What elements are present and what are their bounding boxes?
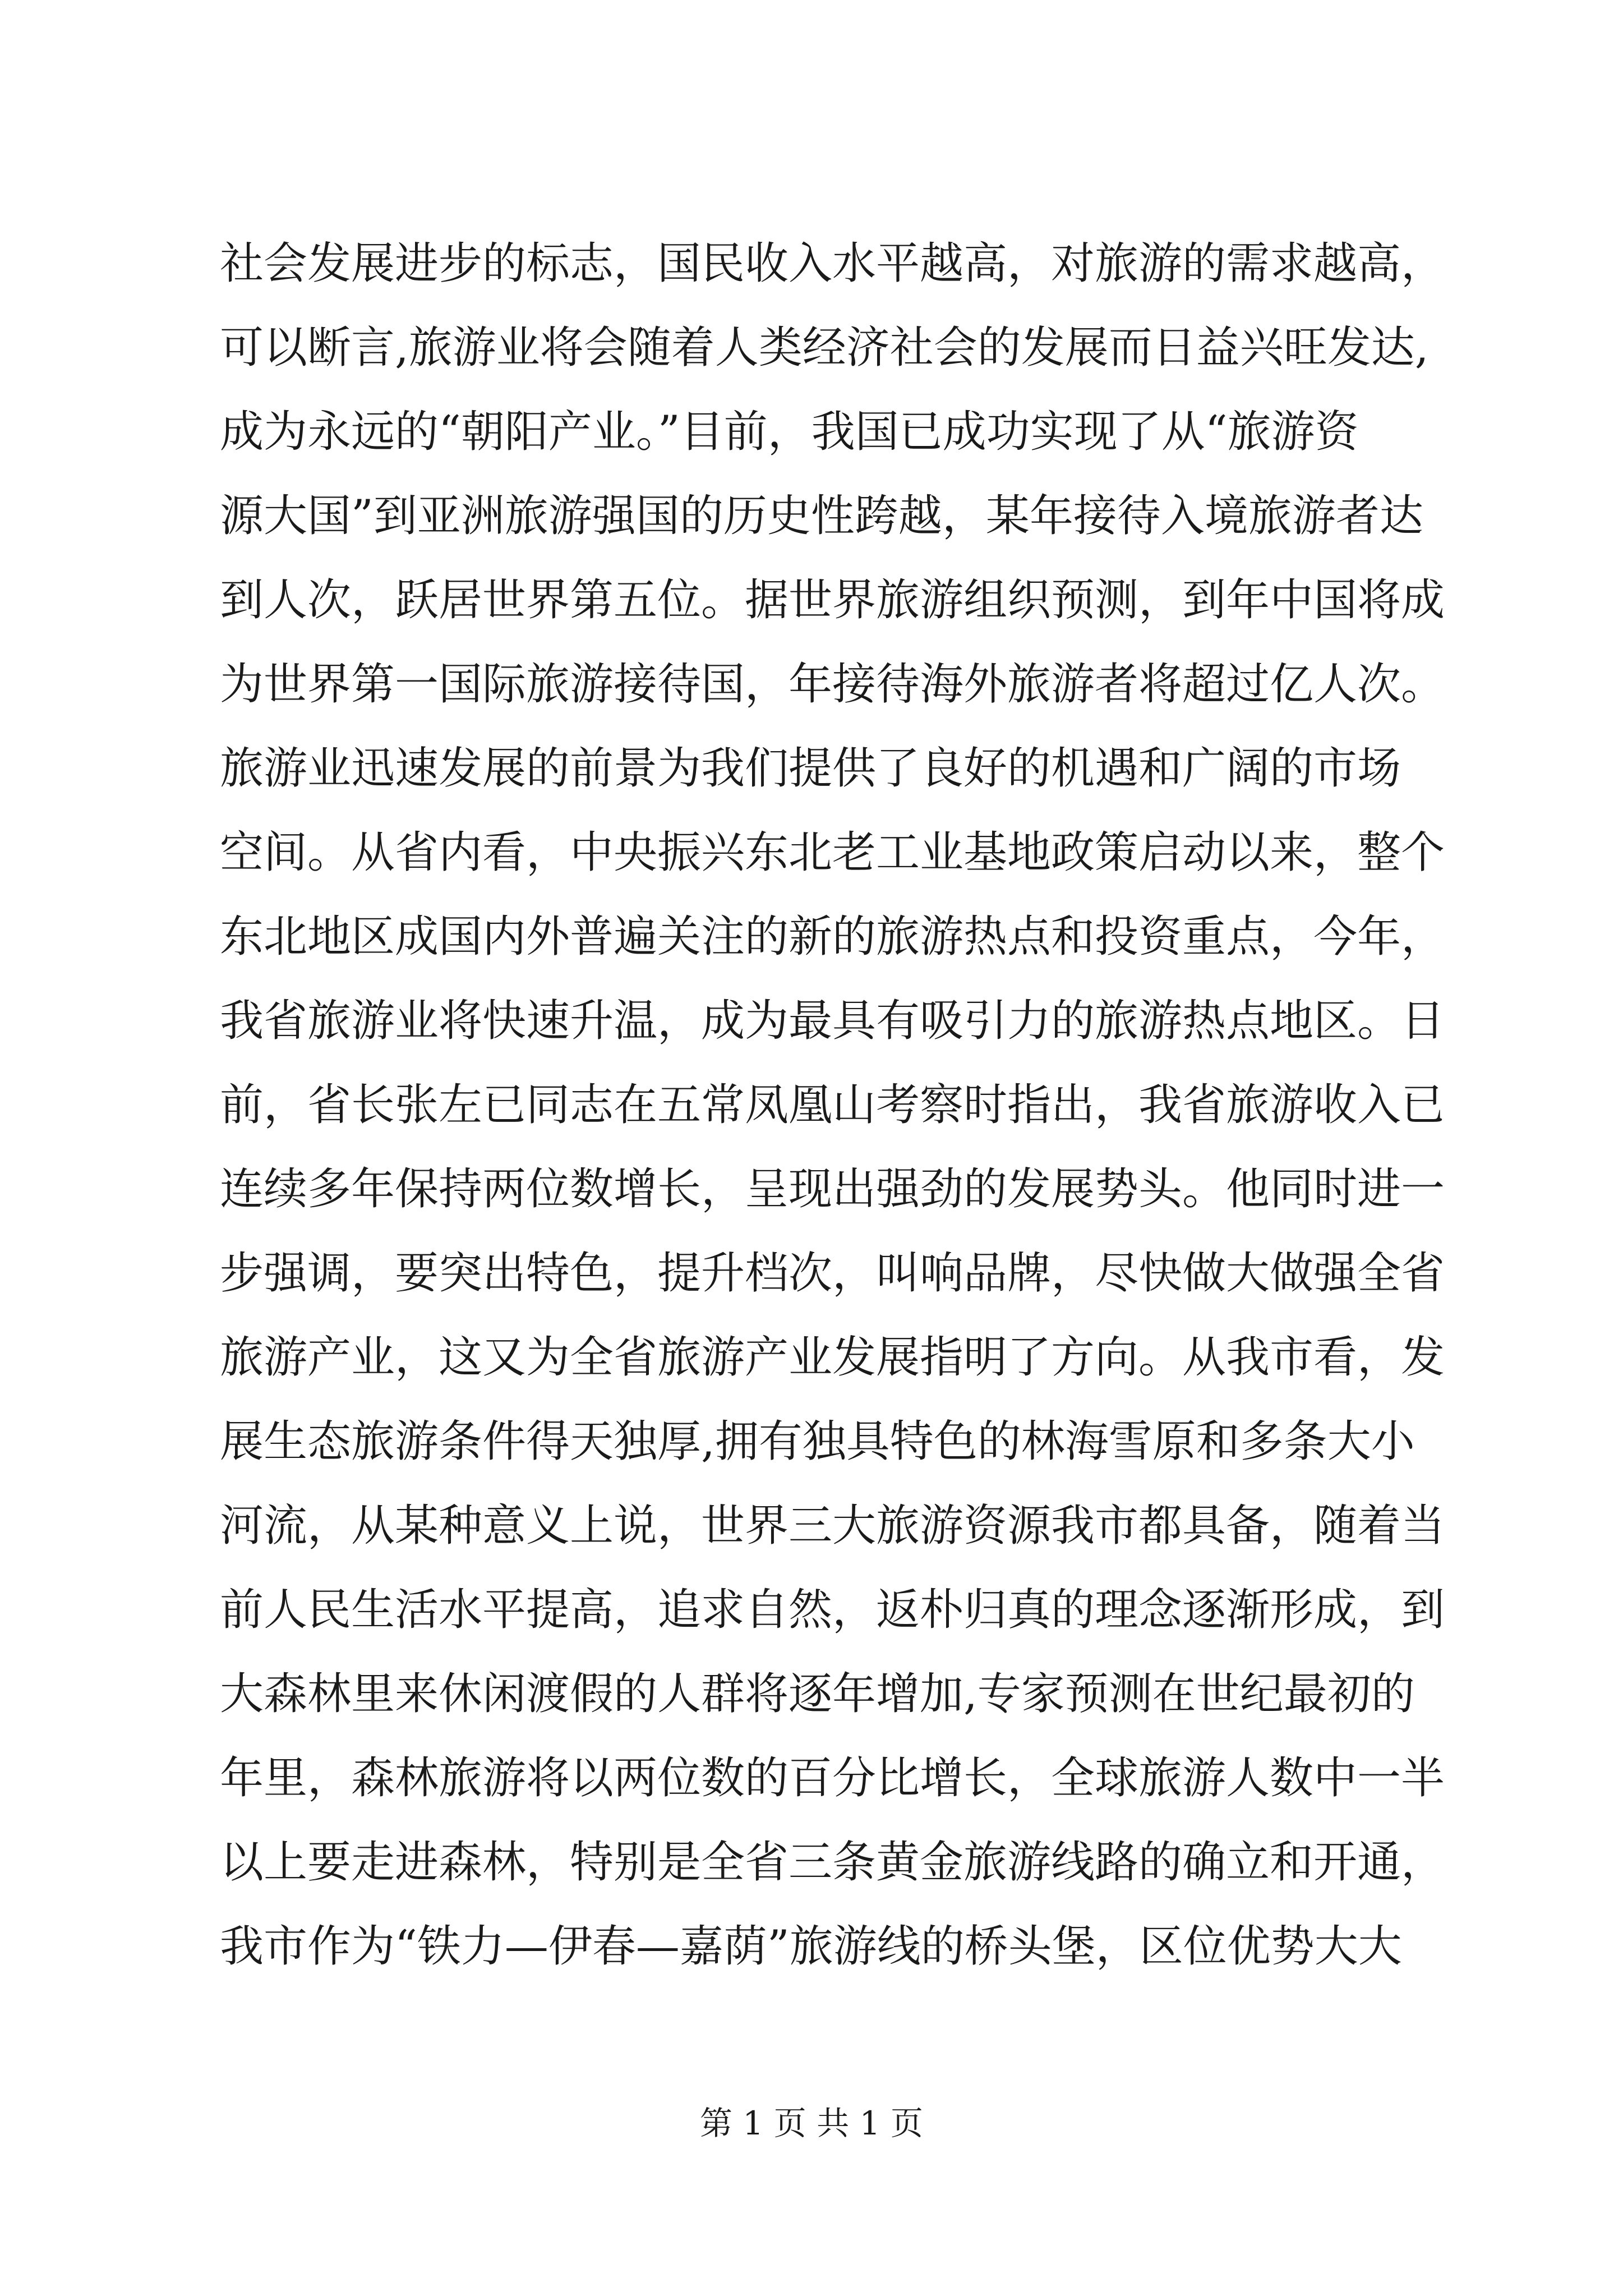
text-line: 源大国”到亚洲旅游强国的历史性跨越，某年接待入境旅游者达: [220, 491, 1423, 541]
text-line: 成为永远的“朝阳产业。”目前，我国已成功实现了从“旅游资: [220, 407, 1359, 457]
text-line: 为世界第一国际旅游接待国，年接待海外旅游者将超过亿人次。: [220, 659, 1445, 710]
text-line: 步强调，要突出特色，提升档次，叫响品牌，尽快做大做强全省: [220, 1248, 1445, 1299]
text-line: 前，省长张左已同志在五常凤凰山考察时指出，我省旅游收入已: [220, 1080, 1445, 1130]
text-line: 到人次，跃居世界第五位。据世界旅游组织预测，到年中国将成: [220, 575, 1445, 625]
body-text: [220, 222, 1487, 1989]
text-line: 展生态旅游条件得天独厚,拥有独具特色的林海雪原和多条大小: [220, 1416, 1415, 1467]
text-line: 连续多年保持两位数增长，呈现出强劲的发展势头。他同时进一: [220, 1164, 1445, 1214]
text-line: 空间。从省内看，中央振兴东北老工业基地政策启动以来，整个: [220, 827, 1445, 878]
page-footer: 第 1 页 共 1 页: [700, 2104, 923, 2142]
text-line: 我省旅游业将快速升温，成为最具有吸引力的旅游热点地区。日: [220, 996, 1445, 1046]
text-line: 我市作为“铁力—伊春—嘉荫”旅游线的桥头堡，区位优势大大: [220, 1921, 1402, 1972]
text-line: 旅游业迅速发展的前景为我们提供了良好的机遇和广阔的市场: [220, 743, 1401, 794]
text-line: 年里，森林旅游将以两位数的百分比增长，全球旅游人数中一半: [220, 1753, 1445, 1803]
text-line: 社会发展进步的标志，国民收入水平越高，对旅游的需求越高，: [220, 238, 1445, 289]
text-line: 东北地区成国内外普遍关注的新的旅游热点和投资重点，今年，: [220, 912, 1445, 962]
text-line: 河流，从某种意义上说，世界三大旅游资源我市都具备，随着当: [220, 1501, 1445, 1551]
text-line: 可以断言,旅游业将会随着人类经济社会的发展而日益兴旺发达,: [220, 323, 1429, 373]
text-line: 前人民生活水平提高，追求自然，返朴归真的理念逐渐形成，到: [220, 1585, 1445, 1635]
text-line: 以上要走进森林，特别是全省三条黄金旅游线路的确立和开通，: [220, 1837, 1445, 1888]
text-line: 旅游产业，这又为全省旅游产业发展指明了方向。从我市看，发: [220, 1332, 1445, 1383]
text-line: 大森林里来休闲渡假的人群将逐年增加,专家预测在世纪最初的: [220, 1669, 1415, 1719]
